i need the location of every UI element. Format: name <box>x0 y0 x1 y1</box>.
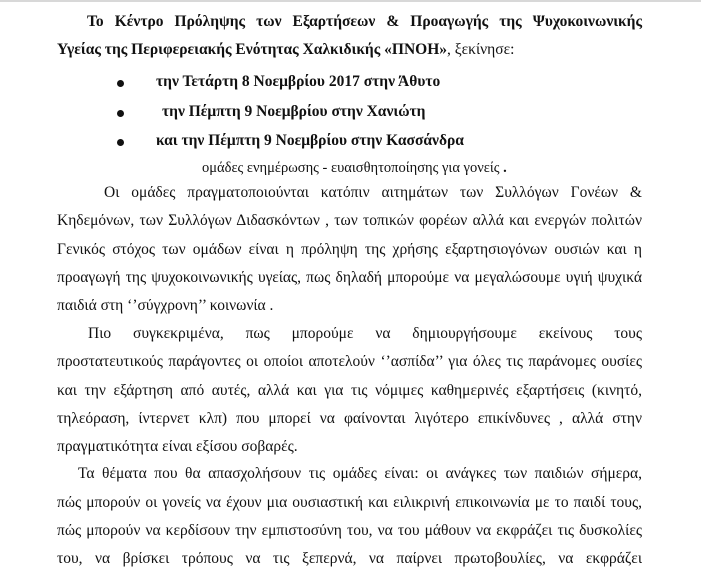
groups-end: . <box>499 160 507 176</box>
paragraph-line: Οι ομάδες πραγματοποιούνται κατόπιν αιτημάτων των Συλλόγων Γονέων & <box>104 184 642 201</box>
paragraph-line: παιδιά στη ‘’σύγχρονη’’ κοινωνία . <box>57 297 274 314</box>
scan-edge <box>0 0 701 2</box>
paragraph-line: Τα θέματα που θα απασχολήσουν τις ομάδες είναι: οι ανάγκες των παιδιών σήμερα, <box>78 465 642 482</box>
groups-line <box>202 160 507 177</box>
groups-text: ομάδες ενημέρωσης - ευαισθητοποίησης για γονείς <box>202 160 500 176</box>
bullet-dot-icon <box>117 80 124 87</box>
paragraph-line: πραγματικότητα είναι εξίσου σοβαρές. <box>57 438 298 455</box>
bullet-dot-icon <box>117 139 124 146</box>
header-line-2 <box>57 41 514 59</box>
header-line-1: Το Κέντρο Πρόληψης των Εξαρτήσεων & Προαγωγής της Ψυχοκοινωνικής <box>87 13 642 30</box>
paragraph-line: και την εξάρτηση από αυτές, αλλά και για τις νόμιμες καθημερινές εξαρτήσεις (κινητό, <box>57 382 642 399</box>
bullet-item: την Τετάρτη 8 Νοεμβρίου 2017 στην Άθυτο <box>156 73 441 90</box>
bullet-dot-icon <box>117 110 124 117</box>
header-started: , ξεκίνησε: <box>447 41 515 58</box>
paragraph-line: τηλεόραση, ίντερνετ κλπ) που μπορεί να φαίνονται λιγότερο επικίνδυνες , αλλά στην <box>57 410 642 427</box>
paragraph-line: Γενικός στόχος των ομάδων είναι η πρόληψη της χρήσης εξαρτησιογόνων ουσιών και η <box>57 241 642 258</box>
paragraph-line: πώς μπορούν να κερδίσουν την εμπιστοσύνη του, να του μάθουν να εκφράζει τις δυσκολίες <box>57 522 642 539</box>
bullet-item: και την Πέμπτη 9 Νοεμβρίου στην Κασσάνδρα <box>156 132 464 149</box>
bullet-item: την Πέμπτη 9 Νοεμβρίου στην Χανιώτη <box>162 103 426 120</box>
paragraph-line: Κηδεμόνων, των Συλλόγων Διδασκόντων , των τοπικών φορέων αλλά και ενεργών πολιτών <box>57 212 642 229</box>
paragraph-line: προαγωγή της ψυχοκοινωνικής υγείας, πως δηλαδή μπορούμε να μεγαλώσουμε υγιή ψυχικά <box>57 269 642 286</box>
header-org-name: Υγείας της Περιφερειακής Ενότητας Χαλκιδικής «ΠΝΟΗ» <box>57 41 448 58</box>
paragraph-line: προστατευτικούς παράγοντες οι οποίοι αποτελούν ‘’ασπίδα’’ για όλες τις παράνομες ουσίες <box>57 353 642 370</box>
paragraph-line: πώς μπορούν οι γονείς να έχουν μια ουσιαστική και ειλικρινή επικοινωνία με το παιδί τους, <box>57 494 642 511</box>
paragraph-line: Πιο συγκεκριμένα, πως μπορούμε να δημιουργήσουμε εκείνους τους <box>88 325 642 342</box>
paragraph-line: του, να βρίσκει τρόπους να τις ξεπερνά, να παίρνει πρωτοβουλίες, να εκφράζει <box>57 550 642 567</box>
